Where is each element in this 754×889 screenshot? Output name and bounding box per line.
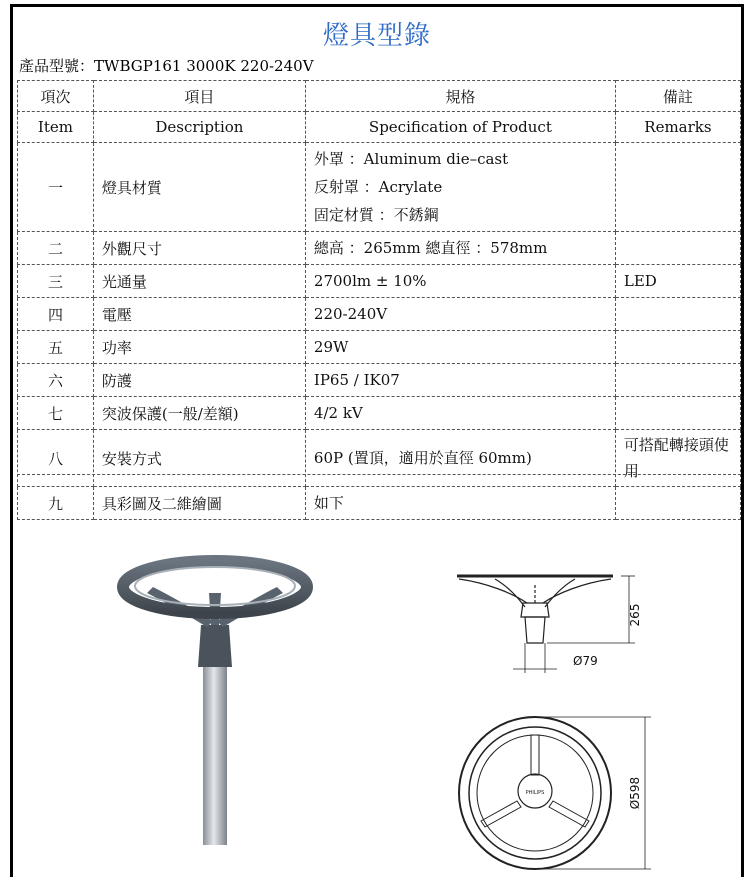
spec-line: 反射罩 ：Acrylate xyxy=(313,178,443,196)
spec-line: 總高 ：265mm 總直徑 ：578mm xyxy=(313,239,548,257)
table-row xyxy=(18,232,741,265)
spec-line: 2700lm ± 10% xyxy=(313,272,427,290)
dim-base-label: Ø79 xyxy=(573,654,598,668)
row-remark xyxy=(615,397,740,430)
row-number: 二 xyxy=(18,232,94,265)
row-item: 燈具材質 xyxy=(93,143,305,232)
spec-line: 220-240V xyxy=(313,305,388,323)
row-spec xyxy=(305,397,615,430)
row-item: 電壓 xyxy=(93,298,305,331)
row-number: 八 xyxy=(18,430,94,487)
table-row xyxy=(18,143,741,232)
row-number: 一 xyxy=(18,143,94,232)
lamp-neck xyxy=(198,625,232,667)
spec-line: 4/2 kV xyxy=(313,404,363,422)
hub-outline xyxy=(521,603,549,617)
row-remark xyxy=(615,143,740,232)
dim-height-label: 265 xyxy=(628,603,642,627)
model-value: TWBGP161 3000K 220-240V xyxy=(94,57,314,75)
header-no-cn: 項次 xyxy=(18,81,94,112)
row-remark xyxy=(615,364,740,397)
spec-line: 固定材質 ：不銹鋼 xyxy=(313,206,439,224)
table-row xyxy=(18,331,741,364)
model-line xyxy=(19,55,314,76)
row-item: 外觀尺寸 xyxy=(93,232,305,265)
model-label: 產品型號： xyxy=(19,57,95,75)
row-number: 六 xyxy=(18,364,94,397)
dim-diameter-label: Ø598 xyxy=(628,776,642,810)
table-row xyxy=(18,364,741,397)
row-item: 具彩圖及二維繪圖 xyxy=(93,487,305,520)
spec-line: 29W xyxy=(313,338,349,356)
row-number: 五 xyxy=(18,331,94,364)
spec-line: 60P (置頂，適用於直徑 60mm) xyxy=(313,449,532,467)
header-remark-cn: 備註 xyxy=(615,81,740,112)
pole xyxy=(203,665,227,845)
row-remark: LED xyxy=(615,265,740,298)
row-number: 七 xyxy=(18,397,94,430)
table-row xyxy=(18,397,741,430)
row-item: 光通量 xyxy=(93,265,305,298)
header-spec-cn: 規格 xyxy=(305,81,615,112)
header-row-en xyxy=(18,112,741,143)
row-remark xyxy=(615,298,740,331)
side-view-drawing xyxy=(457,576,635,673)
row-spec xyxy=(305,143,615,232)
spoke-right xyxy=(549,801,589,827)
row-number: 三 xyxy=(18,265,94,298)
table-row xyxy=(18,298,741,331)
arm-left-outline xyxy=(495,579,525,607)
header-item-en: Description xyxy=(93,112,305,143)
product-photo xyxy=(123,561,307,845)
row-spec xyxy=(305,265,615,298)
spec-line: 如下 xyxy=(313,494,344,512)
header-item-cn: 項目 xyxy=(93,81,305,112)
row-item: 安裝方式 xyxy=(93,430,305,487)
row-spec xyxy=(305,232,615,265)
row-item: 突波保護(一般/差額) xyxy=(93,397,305,430)
spoke-left xyxy=(481,801,521,827)
header-no-en: Item xyxy=(18,112,94,143)
product-drawings xyxy=(17,475,741,885)
row-item: 功率 xyxy=(93,331,305,364)
spec-line: IP65 / IK07 xyxy=(313,371,400,389)
row-remark: 可搭配轉接頭使用 xyxy=(615,430,740,487)
header-spec-en: Specification of Product xyxy=(305,112,615,143)
arm-right-outline xyxy=(545,579,575,607)
row-number: 四 xyxy=(18,298,94,331)
document-title: 燈具型錄 xyxy=(322,21,431,51)
row-remark xyxy=(615,232,740,265)
base-outline xyxy=(525,617,545,643)
hub-label: PHILIPS xyxy=(525,790,545,796)
row-number: 九 xyxy=(18,487,94,520)
row-remark xyxy=(615,331,740,364)
row-spec xyxy=(305,298,615,331)
table-row xyxy=(18,265,741,298)
drawing-area xyxy=(17,474,741,885)
spec-line: 外罩 ：Aluminum die–cast xyxy=(313,150,509,168)
top-view-drawing xyxy=(459,717,651,869)
header-remark-en: Remarks xyxy=(615,112,740,143)
spoke-top xyxy=(531,735,539,775)
row-item: 防護 xyxy=(93,364,305,397)
spec-table xyxy=(17,80,741,520)
row-spec xyxy=(305,364,615,397)
row-spec xyxy=(305,331,615,364)
header-row-cn xyxy=(18,81,741,112)
document-frame xyxy=(10,4,744,877)
